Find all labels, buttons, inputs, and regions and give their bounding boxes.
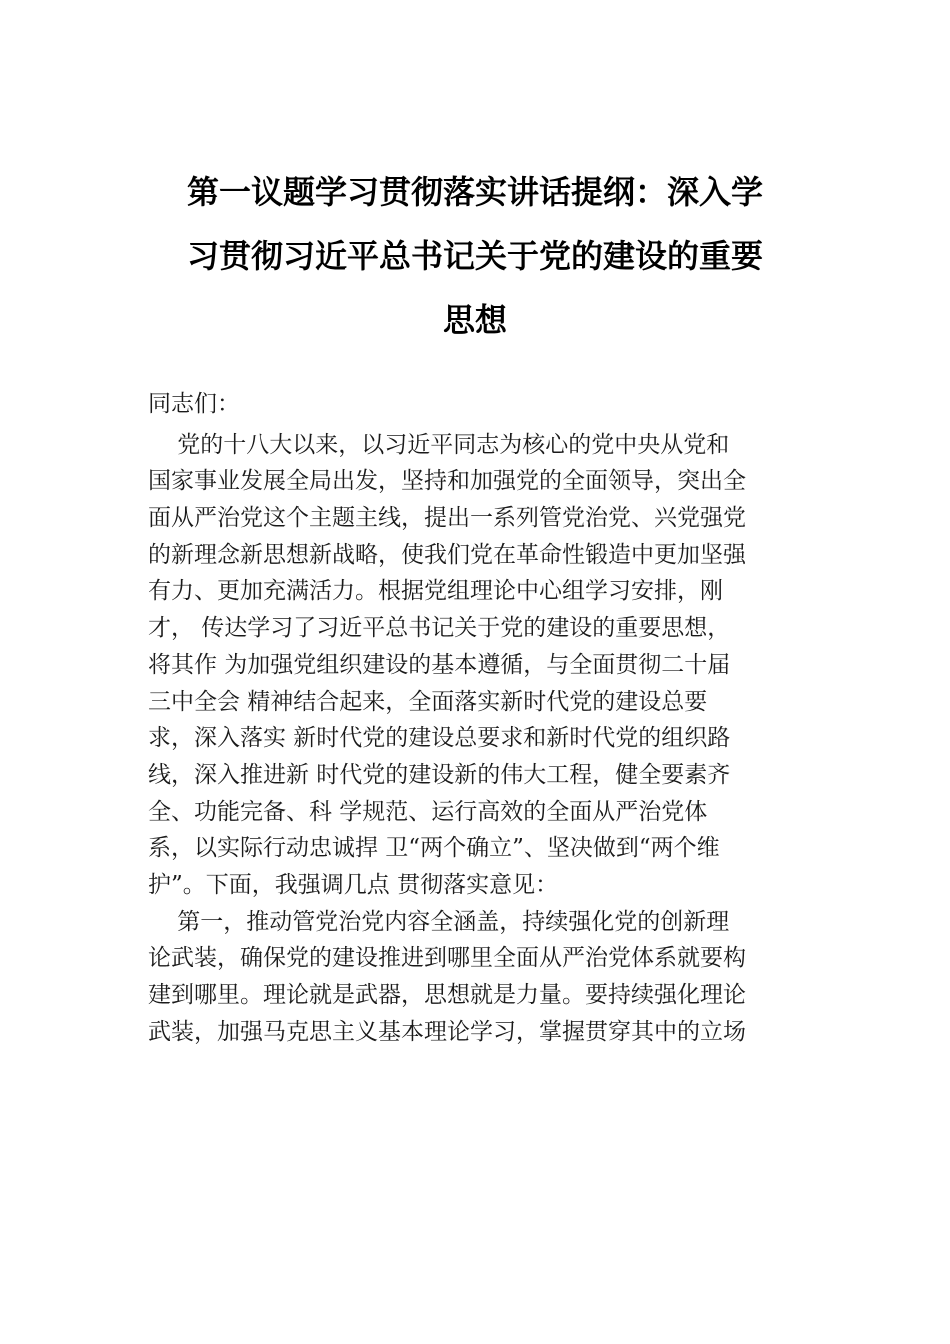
paragraph-line: 全、功能完备、科 学规范、运行高效的全面从严治党体 bbox=[148, 798, 708, 825]
paragraph-line: 求，深入落实 新时代党的建设总要求和新时代党的组织路 bbox=[148, 725, 731, 752]
title-line-3: 思想 bbox=[442, 301, 507, 339]
paragraph-line: 线，深入推进新 时代党的建设新的伟大工程，健全要素齐 bbox=[148, 761, 731, 788]
paragraph-line: 面从严治党这个主题主线，提出一系列管党治党、兴党强党 bbox=[148, 505, 746, 532]
greeting: 同志们： bbox=[148, 391, 240, 417]
paragraph-line: 建到哪里。理论就是武器，思想就是力量。要持续强化理论 bbox=[148, 982, 746, 1008]
document-title bbox=[140, 160, 810, 352]
paragraph-line: 系，以实际行动忠诚捍 卫“两个确立”、坚决做到“两个维 bbox=[148, 835, 720, 862]
paragraph-line: 有力、更加充满活力。根据党组理论中心组学习安排，刚 bbox=[148, 578, 723, 605]
paragraph-line: 论武装，确保党的建设推进到哪里全面从严治党体系就要构 bbox=[148, 945, 746, 972]
paragraph-line: 党的十八大以来，以习近平同志为核心的党中央从党和 bbox=[148, 431, 730, 458]
paragraph-line: 的新理念新思想新战略，使我们党在革命性锻造中更加坚强 bbox=[148, 541, 746, 568]
paragraph-line: 将其作 为加强党组织建设的基本遵循，与全面贯彻二十届 bbox=[148, 651, 731, 678]
paragraph-line: 武装，加强马克思主义基本理论学习，掌握贯穿其中的立场 bbox=[148, 1018, 746, 1045]
title-line-2: 习贯彻习近平总书记关于党的建设的重要 bbox=[186, 237, 763, 275]
paragraph-2 bbox=[148, 904, 810, 1051]
paragraph-line: 第一，推动管党治党内容全涵盖，持续强化党的创新理 bbox=[148, 908, 730, 935]
paragraph-line: 护”。下面，我强调几点 贯彻落实意见： bbox=[148, 871, 559, 898]
paragraph-line: 国家事业发展全局出发，坚持和加强党的全面领导，突出全 bbox=[148, 468, 746, 495]
paragraph-1 bbox=[148, 427, 810, 904]
document-body bbox=[148, 386, 810, 1050]
paragraph-line: 三中全会 精神结合起来，全面落实新时代党的建设总要 bbox=[148, 688, 708, 715]
title-line-1: 第一议题学习贯彻落实讲话提纲：深入学 bbox=[186, 173, 763, 211]
paragraph-line: 才， 传达学习了习近平总书记关于党的建设的重要思想， bbox=[148, 615, 731, 642]
